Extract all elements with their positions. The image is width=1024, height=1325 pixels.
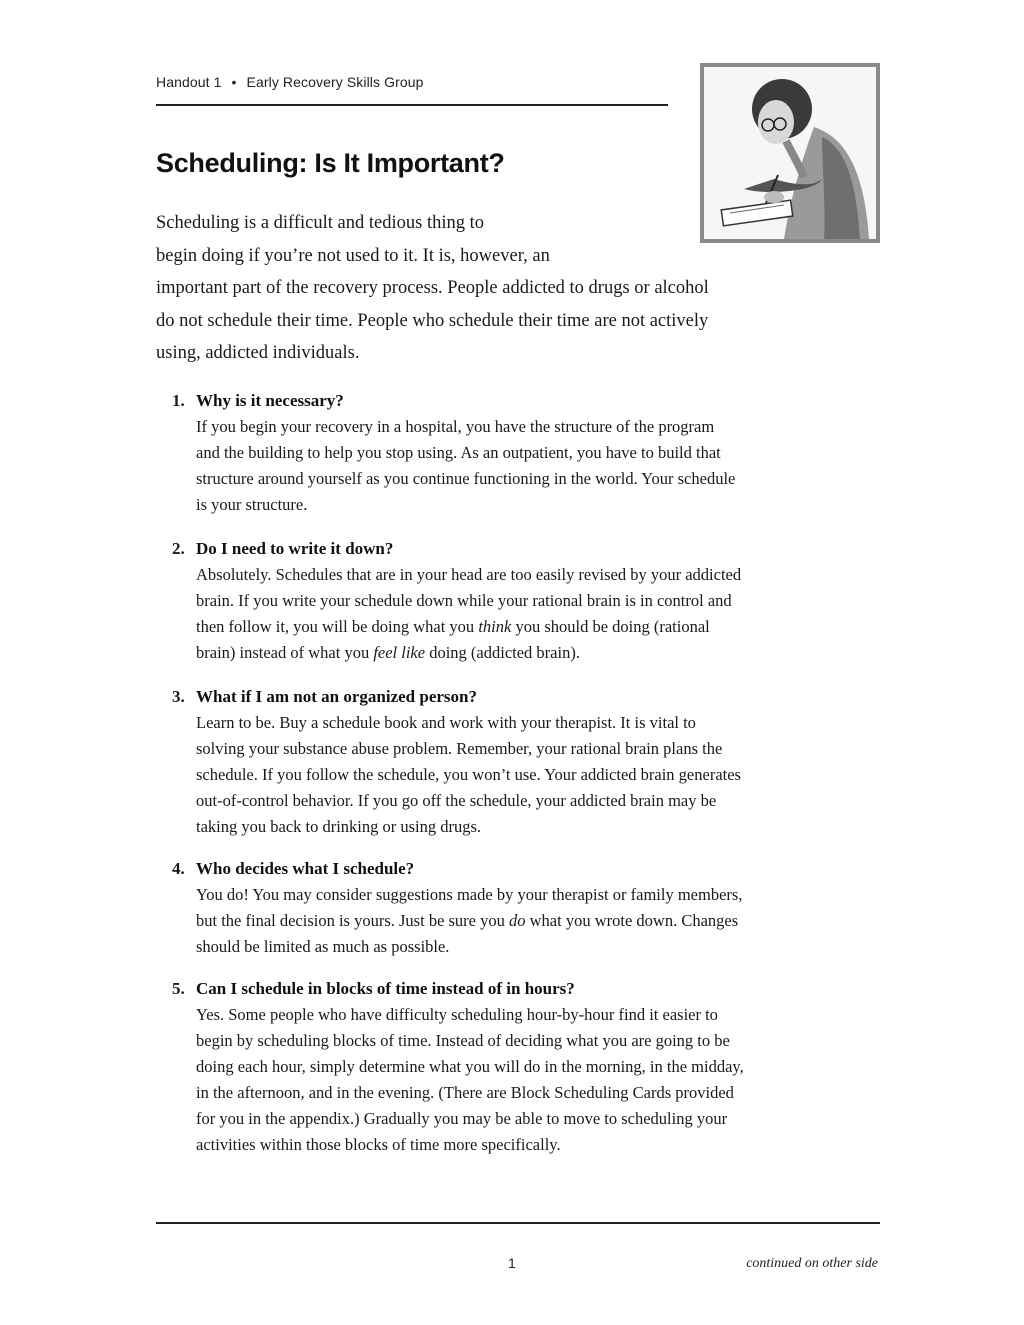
header-rule	[156, 104, 668, 106]
answer-line: Absolutely. Schedules that are in your head are too easily revised by your addicted	[196, 565, 742, 584]
question-item	[172, 684, 872, 840]
question-number: 4.	[172, 859, 185, 878]
footer-rule	[156, 1222, 880, 1224]
answer-line: doing each hour, simply determine what you will do in the morning, in the midday,	[196, 1057, 744, 1076]
question-heading: Do I need to write it down?	[196, 539, 394, 558]
answer-line: should be limited as much as possible.	[196, 937, 450, 956]
answer-fragment: what you wrote down. Changes	[525, 911, 739, 930]
answer-line: and the building to help you stop using. As an outpatient, you have to build that	[196, 443, 721, 462]
answer-line: solving your substance abuse problem. Remember, your rational brain plans the	[196, 739, 723, 758]
question-list	[172, 388, 872, 1158]
answer-line: begin by scheduling blocks of time. Instead of deciding what you are going to be	[196, 1031, 730, 1050]
intro-line: using, addicted individuals.	[156, 343, 360, 363]
answer-line: Learn to be. Buy a schedule book and work with your therapist. It is vital to	[196, 713, 696, 732]
intro-line: begin doing if you’re not used to it. It is, however, an	[156, 245, 550, 266]
answer-fragment: you should be doing (rational	[511, 617, 710, 636]
header-separator: •	[231, 74, 237, 90]
question-heading: What if I am not an organized person?	[196, 687, 477, 706]
intro-line: important part of the recovery process. People addicted to drugs or alcohol	[156, 278, 709, 298]
running-header	[156, 74, 668, 90]
answer-text	[196, 1002, 872, 1158]
question-heading: Who decides what I schedule?	[196, 859, 415, 878]
handout-number: Handout 1	[156, 74, 222, 90]
answer-text	[196, 562, 872, 666]
question-heading: Can I schedule in blocks of time instead of in hours?	[196, 979, 575, 998]
answer-line: activities within those blocks of time more specifically.	[196, 1135, 561, 1154]
question-heading: Why is it necessary?	[196, 391, 344, 410]
answer-line	[196, 908, 872, 934]
answer-line: is your structure.	[196, 495, 308, 514]
question-number: 3.	[172, 687, 185, 706]
question-number: 1.	[172, 391, 185, 410]
answer-fragment: brain) instead of what you	[196, 643, 374, 662]
answer-line: for you in the appendix.) Gradually you may be able to move to scheduling your	[196, 1109, 728, 1128]
continued-note: continued on other side	[746, 1256, 878, 1271]
question-item	[172, 976, 872, 1158]
program-name: Early Recovery Skills Group	[246, 74, 424, 90]
answer-line: out-of-control behavior. If you go off the schedule, your addicted brain may be	[196, 791, 717, 810]
answer-line: in the afternoon, and in the evening. (There are Block Scheduling Cards provided	[196, 1083, 734, 1102]
question-number: 2.	[172, 539, 185, 558]
answer-text	[196, 882, 872, 960]
intro-line: Scheduling is a difficult and tedious thing to	[156, 213, 484, 233]
answer-line: Yes. Some people who have difficulty scheduling hour-by-hour find it easier to	[196, 1005, 718, 1024]
intro-paragraph	[156, 207, 856, 370]
intro-line: do not schedule their time. People who schedule their time are not actively	[156, 310, 709, 331]
question-number: 5.	[172, 979, 185, 998]
answer-fragment: doing (addicted brain).	[425, 643, 580, 662]
question-item	[172, 536, 872, 666]
question-item	[172, 388, 872, 518]
answer-line: structure around yourself as you continue functioning in the world. Your schedule	[196, 469, 736, 488]
answer-line: schedule. If you follow the schedule, you won’t use. Your addicted brain generates	[196, 765, 741, 784]
question-item	[172, 856, 872, 960]
emphasis-think: think	[478, 617, 512, 636]
answer-fragment: then follow it, you will be doing what you	[196, 617, 479, 636]
answer-line: brain. If you write your schedule down while your rational brain is in control and	[196, 591, 732, 610]
answer-line	[196, 640, 872, 666]
answer-line: You do! You may consider suggestions made by your therapist or family members,	[196, 885, 743, 904]
answer-line	[196, 614, 872, 640]
answer-line: If you begin your recovery in a hospital, you have the structure of the program	[196, 417, 715, 436]
answer-line: taking you back to drinking or using drugs.	[196, 817, 482, 836]
emphasis-do: do	[509, 911, 526, 930]
emphasis-feel-like: feel like	[373, 643, 426, 662]
answer-text	[196, 414, 872, 518]
answer-fragment: but the final decision is yours. Just be sure you	[196, 911, 510, 930]
answer-text	[196, 710, 872, 840]
page-title: Scheduling: Is It Important?	[156, 148, 505, 178]
page-number: 1	[508, 1255, 516, 1271]
